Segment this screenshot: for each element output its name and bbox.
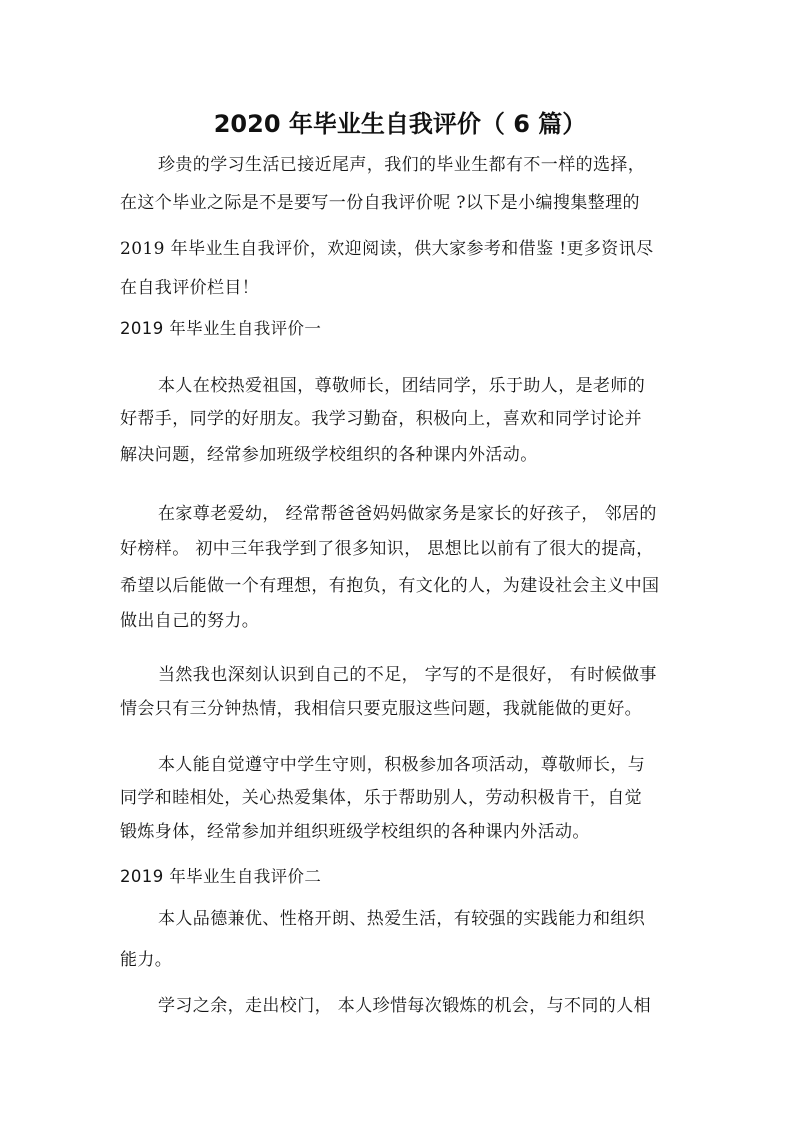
s1-p1-line-1: 本人在校热爱祖国，尊敬师长，团结同学，乐于助人，是老师的 [158,376,646,396]
s2-p2-line-1: 学习之余，走出校门， 本人珍惜每次锻炼的机会，与不同的人相 [158,996,652,1016]
intro-line-4: 在自我评价栏目！ [120,278,260,298]
s1-p2-line-4: 做出自己的努力。 [120,611,260,631]
section-1-heading: 2019 年毕业生自我评价一 [120,319,322,338]
intro-line-2: 在这个毕业之际是不是要写一份自我评价呢 ?以下是小编搜集整理的 [120,193,640,213]
s2-p1-line-1: 本人品德兼优、性格开朗、热爱生活，有较强的实践能力和组织 [158,909,646,929]
s1-p3-line-2: 情会只有三分钟热情，我相信只要克服这些问题，我就能做的更好。 [120,699,642,719]
section-2-heading: 2019 年毕业生自我评价二 [120,867,322,886]
s2-p1-line-2: 能力。 [120,950,173,970]
s1-p1-line-2: 好帮手，同学的好朋友。我学习勤奋，积极向上，喜欢和同学讨论并 [120,409,642,429]
intro-line-1: 珍贵的学习生活已接近尾声，我们的毕业生都有不一样的选择， [158,155,646,175]
s1-p4-line-1: 本人能自觉遵守中学生守则，积极参加各项活动，尊敬师长，与 [158,755,646,775]
s1-p4-line-3: 锻炼身体，经常参加并组织班级学校组织的各种课内外活动。 [120,822,590,842]
intro-line-3: 2019 年毕业生自我评价，欢迎阅读，供大家参考和借鉴 !更多资讯尽 [120,239,654,259]
s1-p2-line-1: 在家尊老爱幼， 经常帮爸爸妈妈做家务是家长的好孩子， 邻居的 [158,504,657,524]
s1-p2-line-3: 希望以后能做一个有理想，有抱负，有文化的人，为建设社会主义中国 [120,576,660,596]
s1-p2-line-2: 好榜样。 初中三年我学到了很多知识， 思想比以前有了很大的提高， [120,539,654,559]
s1-p1-line-3: 解决问题，经常参加班级学校组织的各种课内外活动。 [120,445,538,465]
s1-p3-line-1: 当然我也深刻认识到自己的不足， 字写的不是很好， 有时候做事 [158,665,657,685]
document-title: 2020 年毕业生自我评价（ 6 篇） [213,110,587,138]
s1-p4-line-2: 同学和睦相处，关心热爱集体，乐于帮助别人，劳动积极肯干，自觉 [120,788,642,808]
